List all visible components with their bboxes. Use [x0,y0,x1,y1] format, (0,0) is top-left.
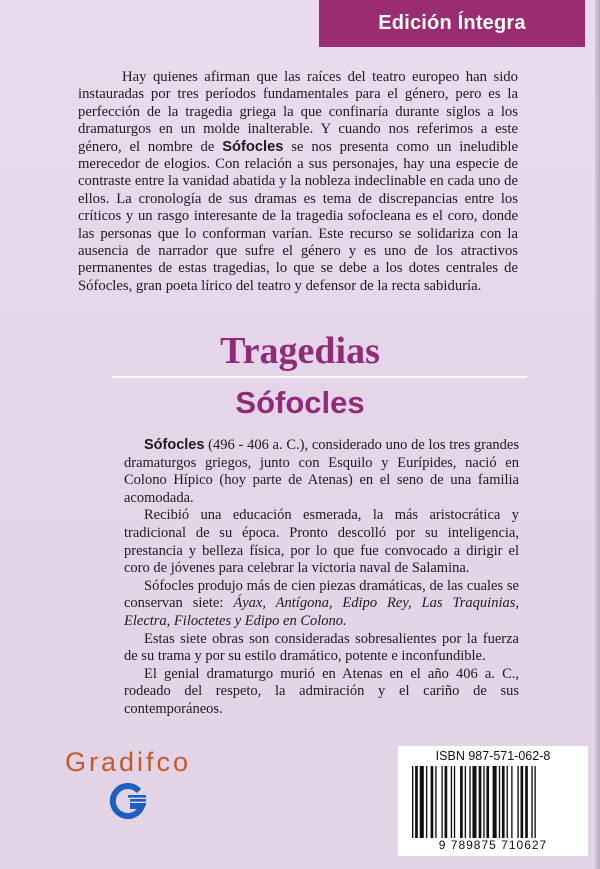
barcode-bar [445,766,448,838]
bio-p3-text: Sófocles produjo más de cien piezas dramáticas, de las cuales se conservan siete: [124,577,519,612]
barcode-bar [483,766,484,838]
isbn-barcode [398,746,588,856]
bio-paragraph: Estas siete obras son consideradas sobresalientes por la fuerza de su trama y por su estilo dramático, potente e inconfundible. [124,630,519,665]
isbn-label: ISBN 987-571-062-8 [435,749,551,763]
intro-author-name: Sófocles [222,138,284,155]
author-biography [124,437,519,719]
intro-paragraph [78,69,518,295]
barcode-bar [420,766,424,838]
barcode-bar [415,766,418,838]
barcode-bar [521,766,524,838]
bio-paragraph [124,578,519,631]
edition-label: Edición Íntegra [378,12,526,34]
author-heading: Sófocles [235,385,365,420]
barcode-bar [451,766,452,838]
barcode-bar [435,766,436,838]
barcode-bar [431,766,434,838]
bio-paragraph [124,437,519,507]
publisher-name: Gradifco [65,747,192,777]
edition-banner [319,0,585,47]
barcode-bar [499,766,500,838]
barcode-icon [408,766,578,838]
barcode-bar [465,766,466,838]
barcode-bar [426,766,427,838]
bio-p1-text: (496 - 406 a. C.), considerado uno de los tres grandes dramaturgos griegos, junto con Esquilo y Eurípides, nació en Colono Hípico (hoy parte de Atenas) en el seno de una familia acomodada. [124,437,519,506]
intro-text-start: Hay quienes afirman que las raíces del teatro europeo han sido instauradas por tres períodos fundamentales para el género, pero es la perfección de la tragedia griega la que confinaría durante siglos a los dramaturgos en un molde inalterable. Y cuando nos referimos a este género, el nombre de [78,69,518,155]
barcode-bar [472,766,476,838]
barcode-bar [493,766,497,838]
title-divider [112,376,527,378]
bio-paragraph: Recibió una educación esmerada, la más aristocrática y tradicional de su época. Pronto descolló por su inteligencia, prestancia y belleza física, por lo que fue convocado a dirigir el coro de jóvenes para celebrar la victoria naval de Salamina. [124,507,519,577]
cover-edge [595,0,600,869]
bio-author-name: Sófocles [144,437,205,453]
barcode-bar [502,766,505,838]
barcode-bar [460,766,463,838]
barcode-bar [454,766,455,838]
barcode-bar [525,766,528,838]
barcode-bar [531,766,532,838]
barcode-bar [469,766,470,838]
barcode-bar [441,766,442,838]
gradifco-g-logo-icon [108,782,148,827]
barcode-bar [534,766,535,838]
barcode-digits: 9 789875 710627 [438,838,548,852]
bio-paragraph: El genial dramaturgo murió en Atenas en el año 406 a. C., rodeado del respeto, la admiración y el cariño de sus contemporáneos. [124,665,519,717]
publisher-block [65,746,191,827]
barcode-bar [517,766,518,838]
barcode-bar [479,766,482,838]
barcode-bar [412,766,413,838]
barcode-bar [486,766,489,838]
bio-works-list: Áyax, Antígona, Edipo Rey, Las Traquinias, Electra, Filoctetes y Edipo en Colono. [124,595,519,629]
barcode-bar [511,766,512,838]
book-title: Tragedias [220,330,380,372]
intro-text-end: se nos presenta como un ineludible merecedor de elogios. Con relación a sus personajes, hay una especie de contraste entre la vanidad abatida y la nobleza indeclinable en cada uno de ellos. La cronología de sus dramas es tema de discrepancias entre los críticos y un rasgo interesante de la tragedia sofocleana es el coro, donde las personas que lo conforman varían. Este recurso se solidariza con la ausencia de narrador que sufre el género y es uno de los atractivos permanentes de estas tragedias, lo que se debe a los dotes centrales de Sófocles, gran poeta lírico del teatro y defensor de la recta sabiduría. [78,138,519,294]
barcode-bar [507,766,508,838]
